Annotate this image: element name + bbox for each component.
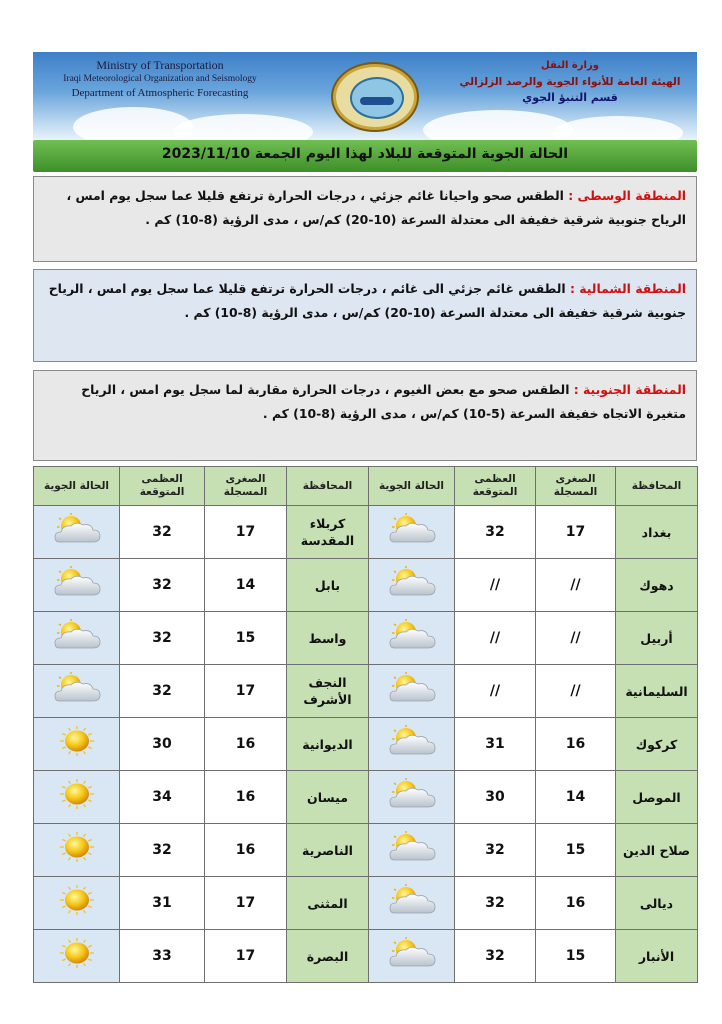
- partly-cloudy-icon: [386, 830, 438, 866]
- governorate-cell: كربلاء المقدسة: [287, 506, 369, 559]
- condition-cell: [369, 559, 455, 612]
- max-temp-cell: 31: [455, 718, 536, 771]
- min-temp-cell: 14: [205, 559, 287, 612]
- max-temp-cell: 33: [120, 930, 205, 983]
- partly-cloudy-icon: [386, 777, 438, 813]
- max-temp-cell: //: [455, 612, 536, 665]
- en-dept: Department of Atmospheric Forecasting: [71, 87, 249, 99]
- sun-icon: [51, 777, 103, 813]
- governorate-cell: صلاح الدين: [616, 824, 698, 877]
- governorate-cell: بابل: [287, 559, 369, 612]
- arabic-heading: [455, 58, 685, 106]
- table-row: [34, 824, 698, 877]
- cloud-decoration: [423, 110, 573, 140]
- partly-cloudy-icon: [386, 883, 438, 919]
- condition-cell: [34, 718, 120, 771]
- page-title: الحالة الجوية المتوقعة للبلاد لهذا اليوم الجمعة 2023/11/10: [161, 146, 569, 162]
- partly-cloudy-icon: [51, 671, 103, 707]
- condition-cell: [369, 718, 455, 771]
- condition-cell: [369, 506, 455, 559]
- partly-cloudy-icon: [51, 512, 103, 548]
- min-temp-cell: 16: [536, 718, 616, 771]
- min-temp-cell: 17: [205, 506, 287, 559]
- table-row: [34, 506, 698, 559]
- min-temp-cell: //: [536, 665, 616, 718]
- partly-cloudy-icon: [51, 618, 103, 654]
- max-temp-cell: 34: [120, 771, 205, 824]
- ar-dept: قسم التنبؤ الجوي: [522, 91, 618, 104]
- max-temp-cell: //: [455, 665, 536, 718]
- header-max-temp: العظمى المتوقعة: [120, 467, 205, 506]
- table-header-row: [34, 467, 698, 506]
- max-temp-cell: 32: [455, 824, 536, 877]
- cloud-decoration: [173, 114, 313, 140]
- partly-cloudy-icon: [386, 512, 438, 548]
- min-temp-cell: 14: [536, 771, 616, 824]
- header-governorate: المحافظة: [287, 467, 369, 506]
- governorate-cell: الموصل: [616, 771, 698, 824]
- condition-cell: [34, 612, 120, 665]
- partly-cloudy-icon: [386, 671, 438, 707]
- min-temp-cell: 17: [205, 665, 287, 718]
- table-row: [34, 612, 698, 665]
- header-banner: [33, 52, 697, 140]
- min-temp-cell: 17: [205, 930, 287, 983]
- max-temp-cell: 32: [120, 506, 205, 559]
- sun-icon: [51, 724, 103, 760]
- region-central: [33, 176, 697, 262]
- cloud-decoration: [553, 116, 683, 140]
- region-text: الطقس صحو مع بعض الغيوم ، درجات الحرارة مقاربة لما سجل يوم امس ، الرياح متغيرة الاتجاه خفيفة السرعة (5-10) كم/س ، مدى الرؤية (8-10) كم .: [81, 382, 686, 421]
- governorate-cell: النجف الأشرف: [287, 665, 369, 718]
- governorate-cell: كركوك: [616, 718, 698, 771]
- organization-logo: [333, 64, 417, 130]
- governorate-cell: ديالى: [616, 877, 698, 930]
- partly-cloudy-icon: [51, 565, 103, 601]
- max-temp-cell: 32: [120, 824, 205, 877]
- governorate-cell: دهوك: [616, 559, 698, 612]
- header-max-temp: العظمى المتوقعة: [455, 467, 536, 506]
- region-north: [33, 269, 697, 362]
- table-row: [34, 665, 698, 718]
- max-temp-cell: 30: [455, 771, 536, 824]
- governorate-cell: واسط: [287, 612, 369, 665]
- min-temp-cell: 16: [205, 771, 287, 824]
- max-temp-cell: //: [455, 559, 536, 612]
- condition-cell: [369, 665, 455, 718]
- max-temp-cell: 32: [120, 612, 205, 665]
- min-temp-cell: 15: [536, 824, 616, 877]
- sun-icon: [51, 830, 103, 866]
- sun-icon: [51, 883, 103, 919]
- region-name: المنطقة الشمالية :: [569, 281, 686, 296]
- region-text: الطقس صحو واحيانا غائم جزئي ، درجات الحرارة ترتفع قليلا عما سجل يوم امس ، الرياح جنوبية شرقية خفيفة الى معتدلة السرعة (10-20) كم/س ، مدى الرؤية (8-10) كم .: [66, 188, 686, 227]
- table-row: [34, 718, 698, 771]
- max-temp-cell: 32: [120, 559, 205, 612]
- min-temp-cell: //: [536, 559, 616, 612]
- condition-cell: [34, 559, 120, 612]
- condition-cell: [369, 612, 455, 665]
- title-bar: [33, 140, 697, 172]
- condition-cell: [34, 506, 120, 559]
- table-row: [34, 771, 698, 824]
- condition-cell: [34, 877, 120, 930]
- region-name: المنطقة الجنوبية :: [573, 382, 686, 397]
- partly-cloudy-icon: [386, 618, 438, 654]
- min-temp-cell: //: [536, 612, 616, 665]
- min-temp-cell: 15: [205, 612, 287, 665]
- header-condition: الحالة الجوية: [34, 467, 120, 506]
- governorate-cell: الأنبار: [616, 930, 698, 983]
- max-temp-cell: 30: [120, 718, 205, 771]
- partly-cloudy-icon: [386, 936, 438, 972]
- min-temp-cell: 16: [536, 877, 616, 930]
- governorate-cell: أربيل: [616, 612, 698, 665]
- header-min-temp: الصغرى المسجلة: [536, 467, 616, 506]
- min-temp-cell: 15: [536, 930, 616, 983]
- condition-cell: [369, 930, 455, 983]
- condition-cell: [34, 824, 120, 877]
- governorate-cell: بغداد: [616, 506, 698, 559]
- condition-cell: [369, 824, 455, 877]
- max-temp-cell: 32: [120, 665, 205, 718]
- en-ministry: Ministry of Transportation: [96, 58, 224, 72]
- ar-ministry: وزارة النقل: [541, 60, 599, 71]
- max-temp-cell: 32: [455, 930, 536, 983]
- min-temp-cell: 16: [205, 718, 287, 771]
- table-row: [34, 930, 698, 983]
- header-governorate: المحافظة: [616, 467, 698, 506]
- partly-cloudy-icon: [386, 724, 438, 760]
- english-heading: [45, 58, 275, 100]
- governorate-cell: ميسان: [287, 771, 369, 824]
- governorate-cell: الناصرية: [287, 824, 369, 877]
- header-min-temp: الصغرى المسجلة: [205, 467, 287, 506]
- condition-cell: [34, 665, 120, 718]
- region-south: [33, 370, 697, 461]
- governorate-cell: المثنى: [287, 877, 369, 930]
- condition-cell: [34, 930, 120, 983]
- governorate-cell: الديوانية: [287, 718, 369, 771]
- min-temp-cell: 16: [205, 824, 287, 877]
- condition-cell: [369, 877, 455, 930]
- min-temp-cell: 17: [205, 877, 287, 930]
- condition-cell: [369, 771, 455, 824]
- governorate-cell: البصرة: [287, 930, 369, 983]
- max-temp-cell: 32: [455, 877, 536, 930]
- condition-cell: [34, 771, 120, 824]
- partly-cloudy-icon: [386, 565, 438, 601]
- region-name: المنطقة الوسطى :: [568, 188, 686, 203]
- header-condition: الحالة الجوية: [369, 467, 455, 506]
- forecast-table: [33, 466, 698, 983]
- ar-org: الهيئة العامة للأنواء الجوية والرصد الزلزالي: [459, 76, 681, 88]
- max-temp-cell: 31: [120, 877, 205, 930]
- sun-icon: [51, 936, 103, 972]
- en-org: Iraqi Meteorological Organization and Seismology: [63, 74, 257, 84]
- region-text: الطقس غائم جزئي الى غائم ، درجات الحرارة ترتفع قليلا عما سجل يوم امس ، الرياح جنوبية شرقية خفيفة الى معتدلة السرعة (10-20) كم/س ، مدى الرؤية (8-10) كم .: [48, 281, 686, 320]
- governorate-cell: السليمانية: [616, 665, 698, 718]
- table-row: [34, 877, 698, 930]
- table-row: [34, 559, 698, 612]
- max-temp-cell: 32: [455, 506, 536, 559]
- min-temp-cell: 17: [536, 506, 616, 559]
